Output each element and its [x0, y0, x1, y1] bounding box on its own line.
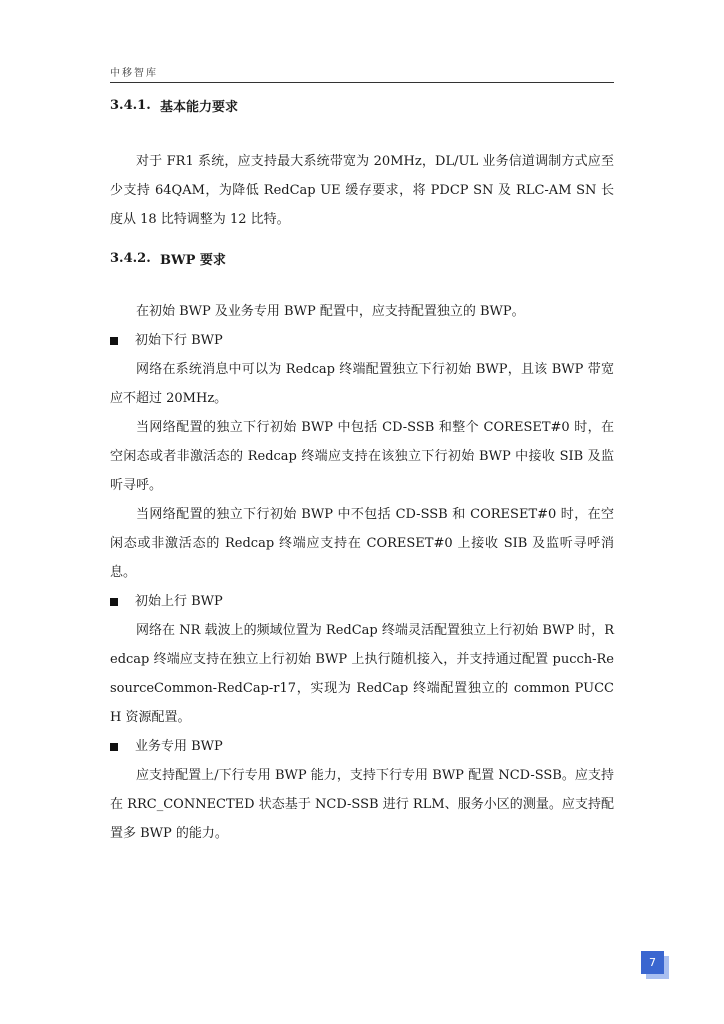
square-bullet-icon [110, 598, 118, 606]
page-body [110, 94, 614, 848]
section-heading-3-4-2 [110, 247, 614, 269]
header-divider [110, 82, 614, 83]
paragraph: 当网络配置的独立下行初始 BWP 中不包括 CD-SSB 和 CORESET#0 时，在空闲态或非激活态的 Redcap 终端应支持在 CORESET#0 上接收 SIB 及监听寻呼消息。 [110, 507, 614, 580]
square-bullet-icon [110, 743, 118, 751]
paragraph: 对于 FR1 系统，应支持最大系统带宽为 20MHz，DL/UL 业务信道调制方式应至少支持 64QAM，为降低 RedCap UE 缓存要求，将 PDCP SN 及 RLC-AM SN 长度从 18 比特调整为 12 比特。 [110, 154, 614, 227]
bullet-item [110, 326, 614, 355]
section-heading-3-4-1 [110, 94, 614, 116]
bullet-label: 业务专用 BWP [135, 739, 223, 754]
paragraph: 应支持配置上/下行专用 BWP 能力，支持下行专用 BWP 配置 NCD-SSB。应支持在 RRC_CONNECTED 状态基于 NCD-SSB 进行 RLM、服务小区的测量。应支持配置多 BWP 的能力。 [110, 768, 614, 841]
section-number: 3.4.2. [110, 250, 151, 266]
bullet-label: 初始上行 BWP [135, 594, 223, 609]
header-title: 中移智库 [110, 68, 158, 79]
paragraph: 网络在系统消息中可以为 Redcap 终端配置独立下行初始 BWP，且该 BWP 带宽应不超过 20MHz。 [110, 362, 614, 406]
paragraph: 在初始 BWP 及业务专用 BWP 配置中，应支持配置独立的 BWP。 [136, 304, 525, 319]
paragraph: 当网络配置的独立下行初始 BWP 中包括 CD-SSB 和整个 CORESET#0 时，在空闲态或者非激活态的 Redcap 终端应支持在该独立下行初始 BWP 中接收 SIB 及监听寻呼。 [110, 420, 614, 493]
square-bullet-icon [110, 337, 118, 345]
page-number: 7 [641, 951, 664, 974]
bullet-label: 初始下行 BWP [135, 333, 223, 348]
section-title: BWP 要求 [160, 252, 226, 268]
section-title: 基本能力要求 [160, 99, 239, 115]
section-number: 3.4.1. [110, 97, 151, 113]
bullet-item [110, 587, 614, 616]
bullet-item [110, 732, 614, 761]
paragraph: 网络在 NR 载波上的频域位置为 RedCap 终端灵活配置独立上行初始 BWP 时，Redcap 终端应支持在独立上行初始 BWP 上执行随机接入，并支持通过配置 pucch-ResourceCommon-RedCap-r17，实现为 RedCap 终端配置独立的 common PUCCH 资源配置。 [110, 623, 614, 725]
